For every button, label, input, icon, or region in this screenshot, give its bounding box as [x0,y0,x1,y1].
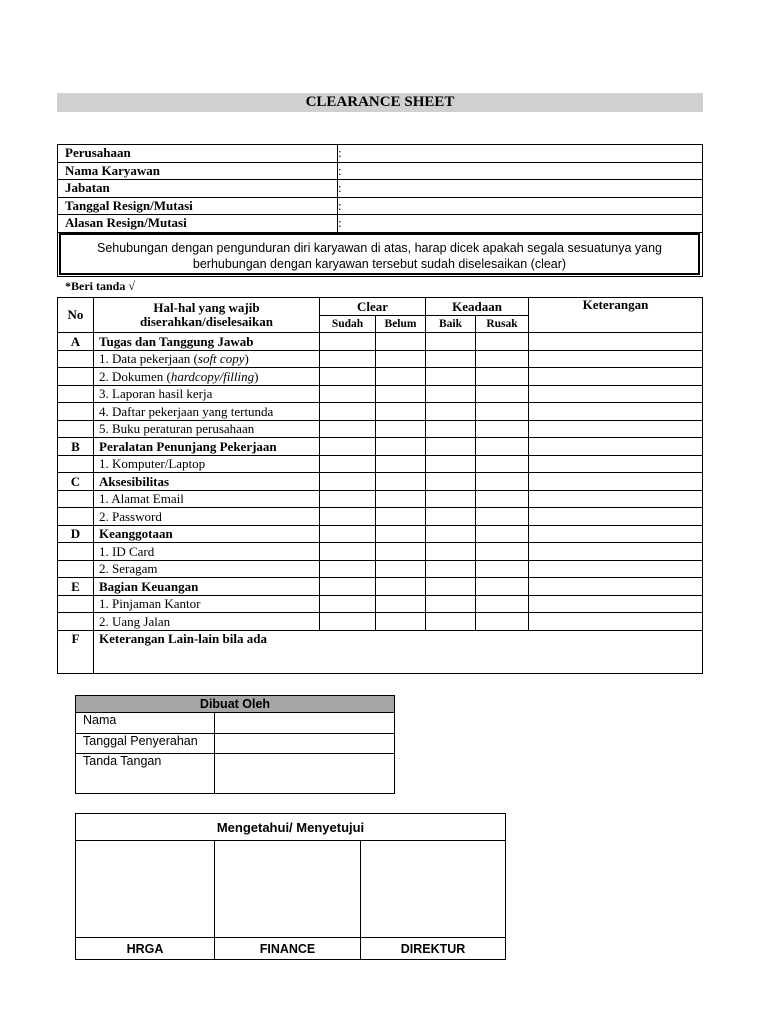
section-row [58,333,703,351]
signature-box-hrga[interactable] [76,841,215,938]
section-title: Tugas dan Tanggung Jawab [94,333,320,351]
check-cell-good[interactable] [426,350,476,368]
item-label: 3. Laporan hasil kerja [94,385,320,403]
check-cell-done[interactable] [320,578,376,596]
header-no: No [58,298,94,333]
approver-director: DIREKTUR [361,938,506,960]
notice-line-2: berhubungan dengan karyawan tersebut sudah diselesaikan (clear) [192,257,567,271]
approval-table [75,813,506,960]
item-label: 1. Komputer/Laptop [94,455,320,473]
check-cell-done[interactable] [320,385,376,403]
info-label: Tanggal Resign/Mutasi [58,197,338,215]
approver-hrga: HRGA [76,938,215,960]
name-field[interactable] [215,713,395,734]
check-cell-damaged[interactable] [476,525,529,543]
check-cell-good[interactable] [426,385,476,403]
section-row [58,630,703,673]
check-cell-done[interactable] [320,490,376,508]
item-label: 2. Dokumen (hardcopy/filling) [94,368,320,386]
table-row [58,560,703,578]
table-row [58,350,703,368]
section-no: B [58,438,94,456]
info-row-company [58,145,703,163]
remarks-cell[interactable] [529,543,703,561]
info-row-employee-name [58,162,703,180]
check-cell-not-yet[interactable] [376,543,426,561]
check-cell-done[interactable] [320,595,376,613]
info-value-field[interactable]: : [338,180,703,198]
notice-line-1: Sehubungan dengan pengunduran diri karyawan di atas, harap dicek apakah segala sesuatunya yang [96,241,662,255]
item-label: 4. Daftar pekerjaan yang tertunda [94,403,320,421]
check-cell-damaged[interactable] [476,368,529,386]
info-value-field[interactable]: : [338,145,703,163]
check-cell-good[interactable] [426,578,476,596]
made-by-header: Dibuat Oleh [76,696,395,713]
check-cell-not-yet[interactable] [376,333,426,351]
table-row [58,490,703,508]
check-cell-not-yet[interactable] [376,508,426,526]
header-done: Sudah [320,316,376,333]
check-cell-not-yet[interactable] [376,403,426,421]
section-row [58,525,703,543]
check-cell-done[interactable] [320,455,376,473]
check-cell-damaged[interactable] [476,438,529,456]
item-label: 1. ID Card [94,543,320,561]
check-cell-not-yet[interactable] [376,525,426,543]
header-not-yet: Belum [376,316,426,333]
check-cell-not-yet[interactable] [376,473,426,491]
item-label: 2. Seragam [94,560,320,578]
remarks-cell[interactable] [529,438,703,456]
check-cell-done[interactable] [320,560,376,578]
check-cell-damaged[interactable] [476,613,529,631]
check-cell-not-yet[interactable] [376,490,426,508]
info-label: Nama Karyawan [58,162,338,180]
check-cell-damaged[interactable] [476,595,529,613]
check-cell-done[interactable] [320,403,376,421]
check-cell-good[interactable] [426,595,476,613]
remarks-cell[interactable] [529,333,703,351]
section-row [58,578,703,596]
check-cell-not-yet[interactable] [376,438,426,456]
header-clear: Clear [320,298,426,316]
info-row-position [58,180,703,198]
check-cell-damaged[interactable] [476,420,529,438]
check-cell-damaged[interactable] [476,473,529,491]
signature-field[interactable] [215,754,395,794]
item-label: 1. Alamat Email [94,490,320,508]
info-row-resign-date [58,197,703,215]
check-cell-damaged[interactable] [476,560,529,578]
section-title: Peralatan Penunjang Pekerjaan [94,438,320,456]
check-cell-good[interactable] [426,403,476,421]
remarks-cell[interactable] [529,368,703,386]
remarks-cell[interactable] [529,508,703,526]
section-row [58,473,703,491]
employee-info-table [57,144,703,233]
table-row [58,455,703,473]
check-cell-good[interactable] [426,368,476,386]
check-cell-done[interactable] [320,350,376,368]
check-cell-good[interactable] [426,543,476,561]
check-cell-good[interactable] [426,420,476,438]
info-row-resign-reason [58,215,703,233]
check-cell-damaged[interactable] [476,490,529,508]
check-cell-done[interactable] [320,333,376,351]
info-value-field[interactable]: : [338,197,703,215]
section-no: F [58,630,94,673]
item-label: 2. Uang Jalan [94,613,320,631]
check-cell-damaged[interactable] [476,578,529,596]
check-cell-done[interactable] [320,420,376,438]
check-cell-damaged[interactable] [476,543,529,561]
section-no: C [58,473,94,491]
info-value-field[interactable]: : [338,215,703,233]
check-cell-damaged[interactable] [476,385,529,403]
check-cell-good[interactable] [426,525,476,543]
check-cell-good[interactable] [426,508,476,526]
page-title: CLEARANCE SHEET [57,93,703,112]
check-cell-done[interactable] [320,508,376,526]
item-label: 5. Buku peraturan perusahaan [94,420,320,438]
check-cell-done[interactable] [320,543,376,561]
check-cell-not-yet[interactable] [376,578,426,596]
table-row [58,613,703,631]
handover-date-field[interactable] [215,734,395,754]
clearance-items-table [57,297,703,674]
section-no: E [58,578,94,596]
check-cell-done[interactable] [320,525,376,543]
section-title: Keanggotaan [94,525,320,543]
check-cell-good[interactable] [426,560,476,578]
table-row [58,403,703,421]
header-remarks: Keterangan [529,298,703,333]
check-cell-good[interactable] [426,490,476,508]
notice-box [59,233,700,275]
check-cell-not-yet[interactable] [376,368,426,386]
table-row [58,368,703,386]
check-cell-not-yet[interactable] [376,613,426,631]
remarks-cell[interactable] [529,560,703,578]
table-row [58,508,703,526]
item-label: 1. Data pekerjaan (soft copy) [94,350,320,368]
remarks-cell[interactable] [529,490,703,508]
handover-date-label: Tanggal Penyerahan [76,734,215,754]
section-no: D [58,525,94,543]
item-label: 2. Password [94,508,320,526]
check-cell-not-yet[interactable] [376,385,426,403]
other-remarks-field[interactable]: Keterangan Lain-lain bila ada [94,630,703,673]
signature-box-finance[interactable] [215,841,361,938]
remarks-cell[interactable] [529,403,703,421]
check-cell-not-yet[interactable] [376,455,426,473]
header-good: Baik [426,316,476,333]
header-items [94,298,320,333]
header-items-line-1: Hal-hal yang wajib [153,300,260,315]
check-cell-not-yet[interactable] [376,595,426,613]
check-cell-good[interactable] [426,333,476,351]
item-label: 1. Pinjaman Kantor [94,595,320,613]
check-cell-good[interactable] [426,438,476,456]
section-title: Aksesibilitas [94,473,320,491]
remarks-cell[interactable] [529,473,703,491]
check-cell-good[interactable] [426,455,476,473]
remarks-cell[interactable] [529,350,703,368]
header-damaged: Rusak [476,316,529,333]
check-cell-good[interactable] [426,613,476,631]
table-row [58,420,703,438]
check-cell-done[interactable] [320,368,376,386]
check-cell-done[interactable] [320,613,376,631]
remarks-cell[interactable] [529,420,703,438]
info-label: Perusahaan [58,145,338,163]
remarks-cell[interactable] [529,595,703,613]
check-mark-note: *Beri tanda √ [65,279,135,293]
check-cell-done[interactable] [320,473,376,491]
check-cell-damaged[interactable] [476,333,529,351]
check-cell-not-yet[interactable] [376,420,426,438]
remarks-cell[interactable] [529,455,703,473]
info-label: Jabatan [58,180,338,198]
check-cell-damaged[interactable] [476,350,529,368]
name-label: Nama [76,713,215,734]
made-by-table [75,695,395,794]
remarks-cell[interactable] [529,578,703,596]
check-cell-good[interactable] [426,473,476,491]
section-no: A [58,333,94,351]
check-cell-damaged[interactable] [476,403,529,421]
remarks-cell[interactable] [529,613,703,631]
info-value-field[interactable]: : [338,162,703,180]
check-cell-not-yet[interactable] [376,350,426,368]
section-title: Bagian Keuangan [94,578,320,596]
section-row [58,438,703,456]
check-cell-damaged[interactable] [476,508,529,526]
signature-box-director[interactable] [361,841,506,938]
header-items-line-2: diserahkan/diselesaikan [140,314,273,329]
header-condition: Keadaan [426,298,529,316]
check-cell-damaged[interactable] [476,455,529,473]
table-row [58,543,703,561]
check-cell-done[interactable] [320,438,376,456]
remarks-cell[interactable] [529,525,703,543]
signature-label: Tanda Tangan [76,754,215,794]
remarks-cell[interactable] [529,385,703,403]
approver-finance: FINANCE [215,938,361,960]
table-row [58,385,703,403]
approval-header: Mengetahui/ Menyetujui [76,814,506,841]
check-cell-not-yet[interactable] [376,560,426,578]
info-label: Alasan Resign/Mutasi [58,215,338,233]
table-row [58,595,703,613]
